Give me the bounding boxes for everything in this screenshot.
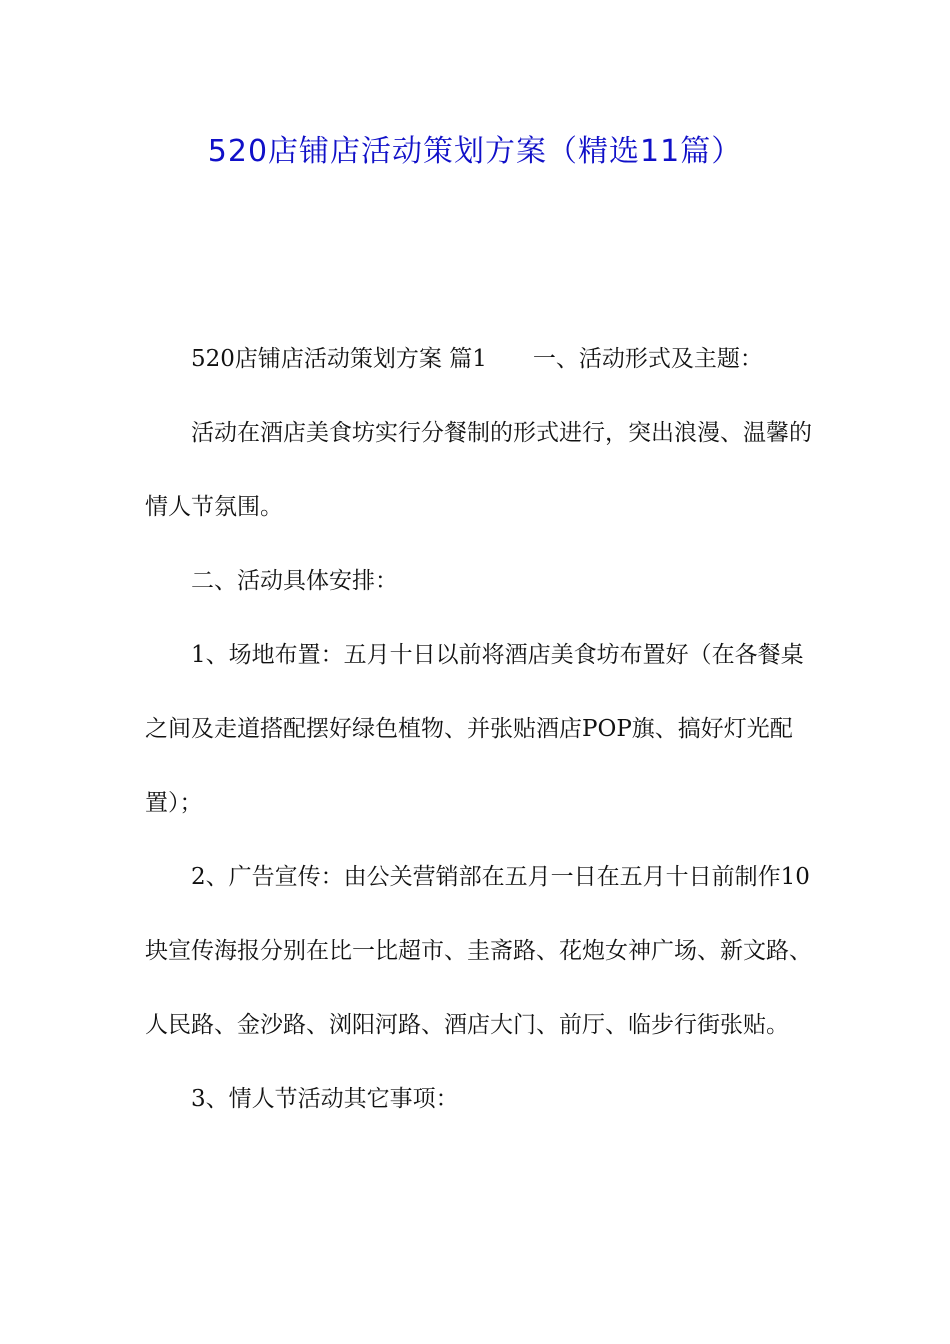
paragraph-2: 活动在酒店美食坊实行分餐制的形式进行，突出浪漫、温馨的情人节氛围。 (145, 420, 812, 520)
document-body (145, 322, 813, 1136)
paragraph-1 (145, 322, 813, 396)
paragraph-6: 3、情人节活动其它事项： (191, 1086, 459, 1112)
paragraph-4: 1、场地布置：五月十日以前将酒店美食坊布置好（在各餐桌之间及走道搭配摆好绿色植物、并张贴酒店POP旗、搞好灯光配置）； (145, 642, 804, 816)
paragraph-text: 一、活动形式及主题： (532, 346, 763, 372)
section-heading: 520店铺店活动策划方案 篇1 (191, 346, 487, 372)
document-title: 520店铺店活动策划方案（精选11篇） (207, 134, 743, 169)
paragraph-3: 二、活动具体安排： (191, 568, 398, 594)
paragraph-5: 2、广告宣传：由公关营销部在五月一日在五月十日前制作10块宣传海报分别在比一比超市、圭斋路、花炮女神广场、新文路、人民路、金沙路、浏阳河路、酒店大门、前厅、临步行街张贴。 (145, 864, 812, 1038)
